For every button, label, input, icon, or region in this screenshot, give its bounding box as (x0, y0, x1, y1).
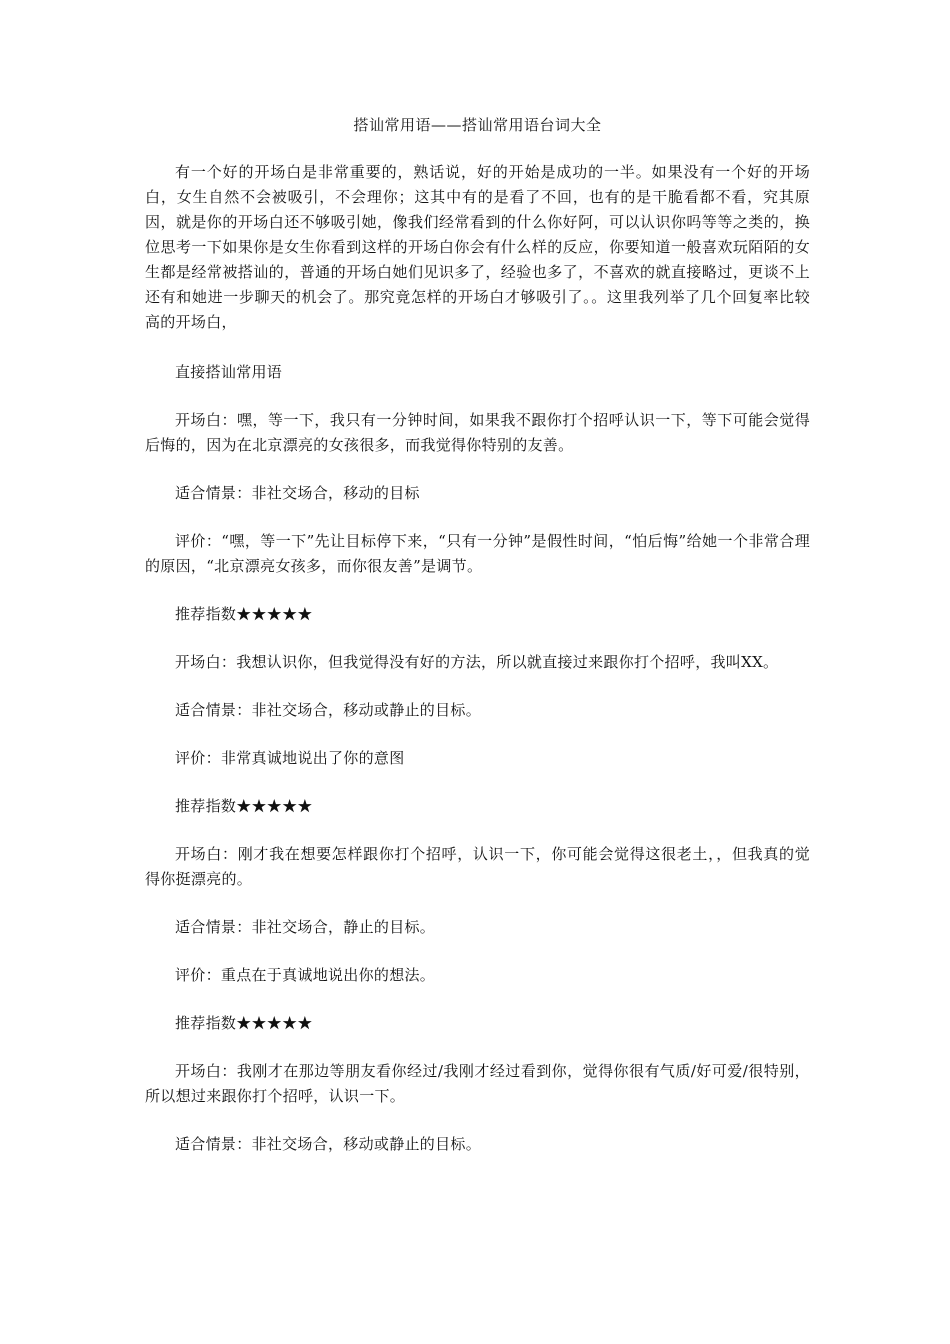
opener-3: 开场白：刚才我在想要怎样跟你打个招呼，认识一下，你可能会觉得这很老土，，但我真的觉得你挺漂亮的。 (145, 845, 810, 888)
opener-4: 开场白：我刚才在那边等朋友看你经过/我刚才经过看到你，觉得你很有气质/好可爱/很特别，所以想过来跟你打个招呼，认识一下。 (145, 1062, 810, 1105)
scenario-4: 适合情景：非社交场合，移动或静止的目标。 (175, 1135, 482, 1153)
opener-1: 开场白：嘿，等一下，我只有一分钟时间，如果我不跟你打个招呼认识一下，等下可能会觉得后悔的，因为在北京漂亮的女孩很多，而我觉得你特别的友善。 (145, 411, 810, 454)
section-heading: 直接搭讪常用语 (175, 363, 283, 381)
scenario-2: 适合情景：非社交场合，移动或静止的目标。 (175, 701, 482, 719)
rating-1: 推荐指数★★★★★ (175, 605, 313, 623)
scenario-3: 适合情景：非社交场合，静止的目标。 (175, 918, 436, 936)
document-title: 搭讪常用语——搭讪常用语台词大全 (353, 116, 602, 134)
rating-3: 推荐指数★★★★★ (175, 1014, 313, 1032)
document-page (145, 112, 810, 1180)
rating-2: 推荐指数★★★★★ (175, 797, 313, 815)
review-2: 评价：非常真诚地说出了你的意图 (175, 749, 405, 767)
opener-2: 开场白：我想认识你，但我觉得没有好的方法，所以就直接过来跟你打个招呼，我叫XX。 (175, 653, 779, 671)
review-3: 评价：重点在于真诚地说出你的想法。 (175, 966, 436, 984)
review-1: 评价：“嘿，等一下”先让目标停下来，“只有一分钟”是假性时间，“怕后悔”给她一个非常合理的原因，“北京漂亮女孩多，而你很友善”是调节。 (145, 532, 810, 575)
intro-paragraph: 有一个好的开场白是非常重要的，熟话说，好的开始是成功的一半。如果没有一个好的开场白，女生自然不会被吸引，不会理你；这其中有的是看了不回，也有的是干脆看都不看，究其原因，就是你的开场白还不够吸引她，像我们经常看到的什么你好阿，可以认识你吗等等之类的，换位思考一下如果你是女生你看到这样的开场白你会有什么样的反应，你要知道一般喜欢玩陌陌的女生都是经常被搭讪的，普通的开场白她们见识多了，经验也多了，不喜欢的就直接略过，更谈不上还有和她进一步聊天的机会了。那究竟怎样的开场白才够吸引了。。这里我列举了几个回复率比较高的开场白， (145, 163, 810, 331)
scenario-1: 适合情景：非社交场合，移动的目标 (175, 484, 420, 502)
